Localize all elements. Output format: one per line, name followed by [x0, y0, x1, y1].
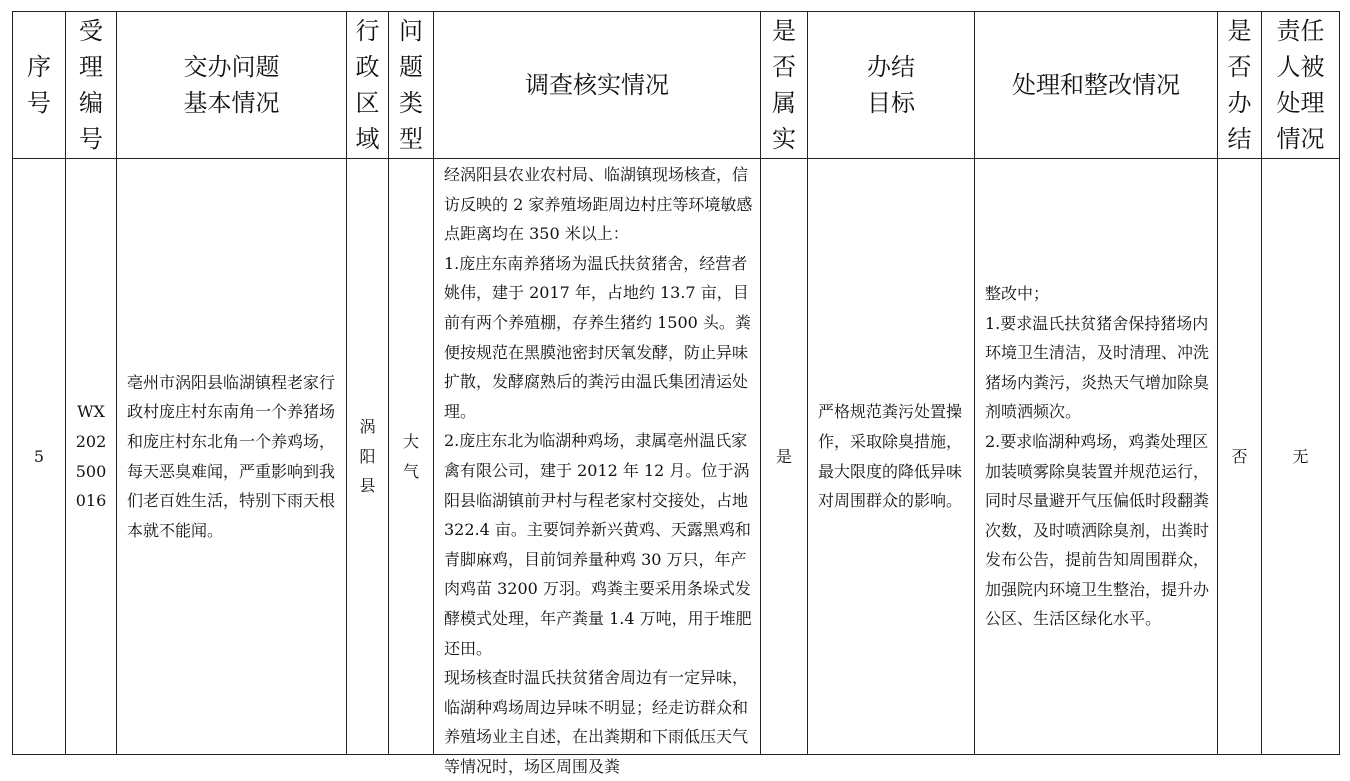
cell-seq: 5 [13, 159, 66, 755]
header-verified: 是 否 属 实 [761, 12, 808, 159]
cell-issue: 亳州市涡阳县临湖镇程老家行政村庞庄村东南角一个养猪场和庞庄村东北角一个养鸡场，每天恶臭难闻，严重影响到我们老百姓生活，特别下雨天根本就不能闻。 [117, 159, 347, 755]
cell-region: 涡 阳 县 [347, 159, 389, 755]
cell-closed: 否 [1218, 159, 1262, 755]
handling-para: 1.要求温氏扶贫猪舍保持猪场内环境卫生清洁，及时清理、冲洗猪场内粪污，炎热天气增加除臭剂喷洒频次。 [985, 313, 1210, 422]
header-accountability: 责任 人被 处理 情况 [1262, 12, 1340, 159]
header-investigation: 调查核实情况 [434, 12, 761, 159]
cell-verified: 是 [761, 159, 808, 755]
header-region: 行 政 区 域 [347, 12, 389, 159]
cell-accountability: 无 [1262, 159, 1340, 755]
header-issue: 交办问题 基本情况 [117, 12, 347, 159]
investigation-para: 经涡阳县农业农村局、临湖镇现场核查，信访反映的 2 家养殖场距周边村庄等环境敏感点距离均在 350 米以上： [444, 165, 753, 244]
cell-type: 大 气 [389, 159, 434, 755]
cell-handling [975, 159, 1218, 755]
cell-accept-no: WX 202 500 016 [66, 159, 117, 755]
header-goal: 办结 目标 [808, 12, 975, 159]
header-accept-no: 受 理 编 号 [66, 12, 117, 159]
cell-goal: 严格规范粪污处置操作，采取除臭措施，最大限度的降低异味对周围群众的影响。 [808, 159, 975, 755]
header-handling: 处理和整改情况 [975, 12, 1218, 159]
cell-investigation [434, 159, 761, 776]
handling-para: 2.要求临湖种鸡场，鸡粪处理区加装喷雾除臭装置并规范运行，同时尽量避开气压偏低时段翻粪次数，及时喷洒除臭剂，出粪时发布公告，提前告知周围群众，加强院内环境卫生整治，提升办公区、生活区绿化水平。 [985, 431, 1210, 629]
header-type: 问 题 类 型 [389, 12, 434, 159]
header-row [13, 12, 1340, 159]
table-row [13, 159, 1340, 755]
investigation-para: 现场核查时温氏扶贫猪舍周边有一定异味，临湖种鸡场周边异味不明显；经走访群众和养殖场业主自述，在出粪期和下雨低压天气等情况时，场区周围及粪 [444, 668, 749, 776]
header-seq: 序 号 [13, 12, 66, 159]
investigation-para: 1.庞庄东南养猪场为温氏扶贫猪舍，经营者姚伟，建于 2017 年，占地约 13.7 亩，目前有两个养殖棚，存养生猪约 1500 头。粪便按规范在黑膜池密封厌氧发酵，防止异味扩散，发酵腐熟后的粪污由温氏集团清运处理。 [444, 253, 751, 421]
handling-para: 整改中； [985, 283, 1050, 303]
case-table [12, 11, 1340, 776]
header-closed: 是 否 办 结 [1218, 12, 1262, 159]
investigation-para: 2.庞庄东北为临湖种鸡场，隶属亳州温氏家禽有限公司，建于 2012 年 12 月。位于涡阳县临湖镇前尹村与程老家村交接处，占地 322.4 亩。主要饲养新兴黄鸡、天露黑鸡和青脚麻鸡，目前饲养量种鸡 30 万只，年产肉鸡苗 3200 万羽。鸡粪主要采用条垛式发酵模式处理，年产粪量 1.4 万吨，用于堆肥还田。 [444, 431, 752, 658]
